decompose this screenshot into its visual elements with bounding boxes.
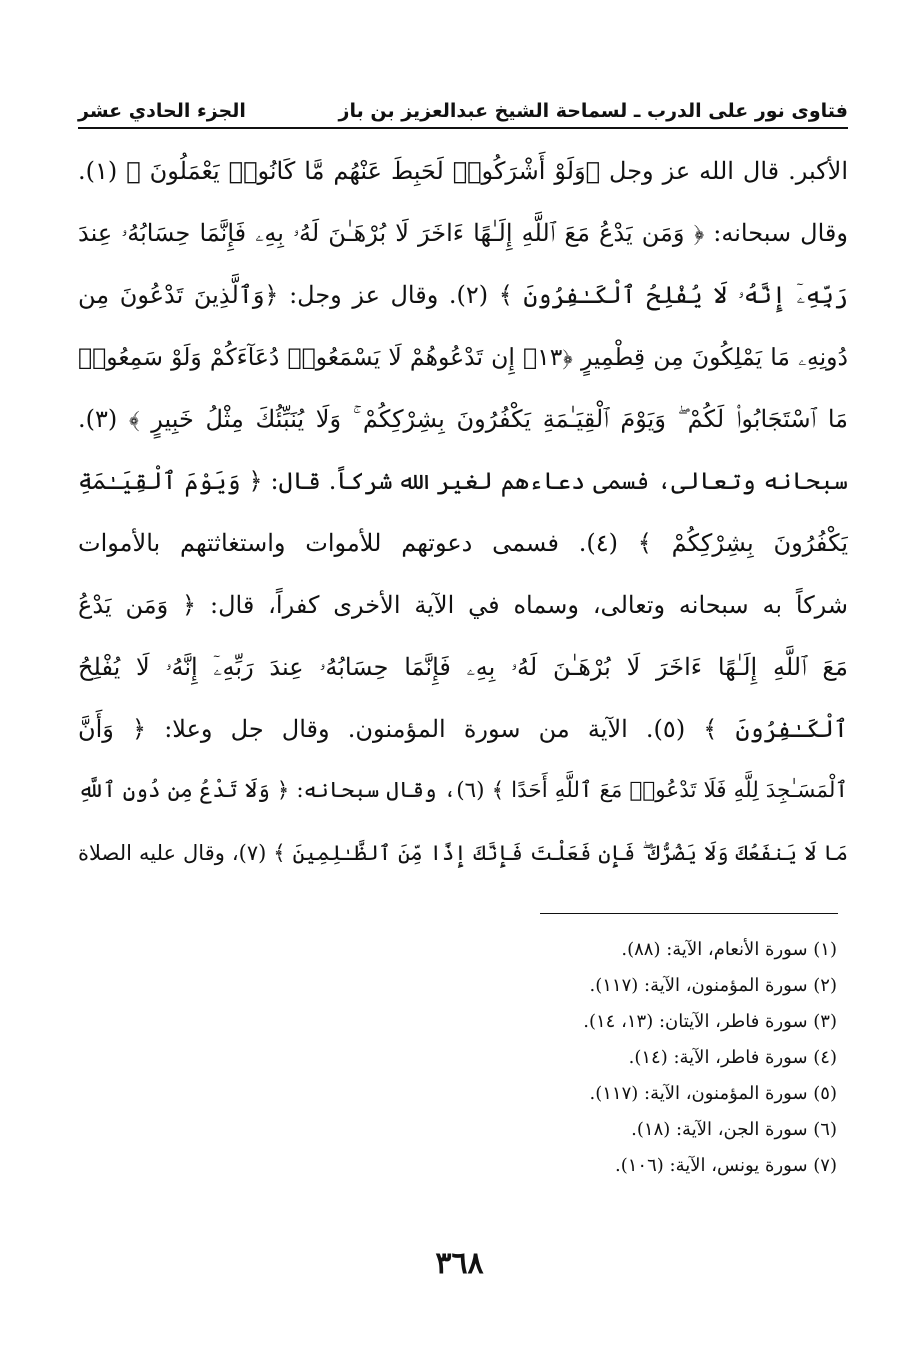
- text-line: سبحانه وتعالى، فسمى دعاءهم لغير الله شركاً. قال: ﴿ وَيَوْمَ ٱلْقِيَـٰمَةِ: [78, 467, 848, 495]
- footnotes: [337, 932, 837, 1184]
- footnote: (١) سورة الأنعام، الآية: (٨٨).: [621, 939, 837, 960]
- text-line: مَعَ ٱللَّهِ إِلَـٰهًا ءَاخَرَ لَا بُرْهَـٰنَ لَهُۥ بِهِۦ فَإِنَّمَا حِسَابُهُۥ عِندَ رَبِّهِۦٓ إِنَّهُۥ لَا يُفْلِحُ: [78, 653, 848, 681]
- text-line: الأكبر. قال الله عز وجل ﴿وَلَوْ أَشْرَكُوا۟ لَحَبِطَ عَنْهُم مَّا كَانُوا۟ يَعْمَلُونَ ﴾ (١).: [78, 157, 848, 185]
- text-line: رَبِّهِۦٓ إِنَّهُۥ لَا يُفْلِحُ ٱلْكَـٰفِرُونَ ﴾ (٢). وقال عز وجل: ﴿وَٱلَّذِينَ تَدْعُونَ مِن: [78, 281, 848, 309]
- page-number: ٣٦٨: [435, 1246, 484, 1281]
- header-rule: [78, 127, 848, 129]
- text-line: مَا ٱسْتَجَابُوا۟ لَكُمْ ۖ وَيَوْمَ ٱلْقِيَـٰمَةِ يَكْفُرُونَ بِشِرْكِكُمْ ۚ وَلَا يُنَبِّئُكَ مِثْلُ خَبِيرٍ ﴾ (٣).: [78, 405, 848, 433]
- footnote: (٥) سورة المؤمنون، الآية: (١١٧).: [589, 1083, 837, 1104]
- text-line: ٱلْمَسَـٰجِدَ لِلَّهِ فَلَا تَدْعُوا۟ مَعَ ٱللَّهِ أَحَدًا ﴾ (٦)، وقال سبحانه: ﴿ وَلَا تَدْعُ مِن دُونِ ٱللَّهِ: [78, 778, 848, 803]
- running-header: [78, 88, 848, 122]
- footnote: (٣) سورة فاطر، الآيتان: (١٣، ١٤).: [583, 1011, 837, 1032]
- volume-label: الجزء الحادي عشر: [78, 100, 246, 122]
- text-line: مَا لَا يَنفَعُكَ وَلَا يَضُرُّكَ ۖ فَإِن فَعَلْتَ فَإِنَّكَ إِذًا مِّنَ ٱلظَّـٰلِمِينَ ﴾ (٧)، وقال عليه الصلاة: [78, 841, 848, 865]
- footnote: (٧) سورة يونس، الآية: (١٠٦).: [615, 1155, 837, 1176]
- footnote: (٤) سورة فاطر، الآية: (١٤).: [628, 1047, 837, 1068]
- footnote-rule: [540, 913, 838, 914]
- text-line: شركاً به سبحانه وتعالى، وسماه في الآية الأخرى كفراً، قال: ﴿ وَمَن يَدْعُ: [78, 591, 848, 619]
- text-line: دُونِهِۦ مَا يَمْلِكُونَ مِن قِطْمِيرٍ ﴿١٣﴾ إِن تَدْعُوهُمْ لَا يَسْمَعُوا۟ دُعَآءَكُمْ وَلَوْ سَمِعُوا۟: [78, 343, 848, 371]
- text-line: ٱلْكَـٰفِرُونَ ﴾ (٥). الآية من سورة المؤمنون. وقال جل وعلا: ﴿ وَأَنَّ: [78, 715, 848, 743]
- text-line: يَكْفُرُونَ بِشِرْكِكُمْ ﴾ (٤). فسمى دعوتهم للأموات واستغاثتهم بالأموات: [78, 529, 848, 557]
- footnote: (٢) سورة المؤمنون، الآية: (١١٧).: [589, 975, 837, 996]
- footnote: (٦) سورة الجن، الآية: (١٨).: [631, 1119, 837, 1140]
- text-line: وقال سبحانه: ﴿ وَمَن يَدْعُ مَعَ ٱللَّهِ إِلَـٰهًا ءَاخَرَ لَا بُرْهَـٰنَ لَهُۥ بِهِۦ فَإِنَّمَا حِسَابُهُۥ عِندَ: [78, 219, 848, 247]
- main-text: [78, 140, 848, 884]
- book-title: فتاوى نور على الدرب ـ لسماحة الشيخ عبدالعزيز بن باز: [338, 100, 848, 122]
